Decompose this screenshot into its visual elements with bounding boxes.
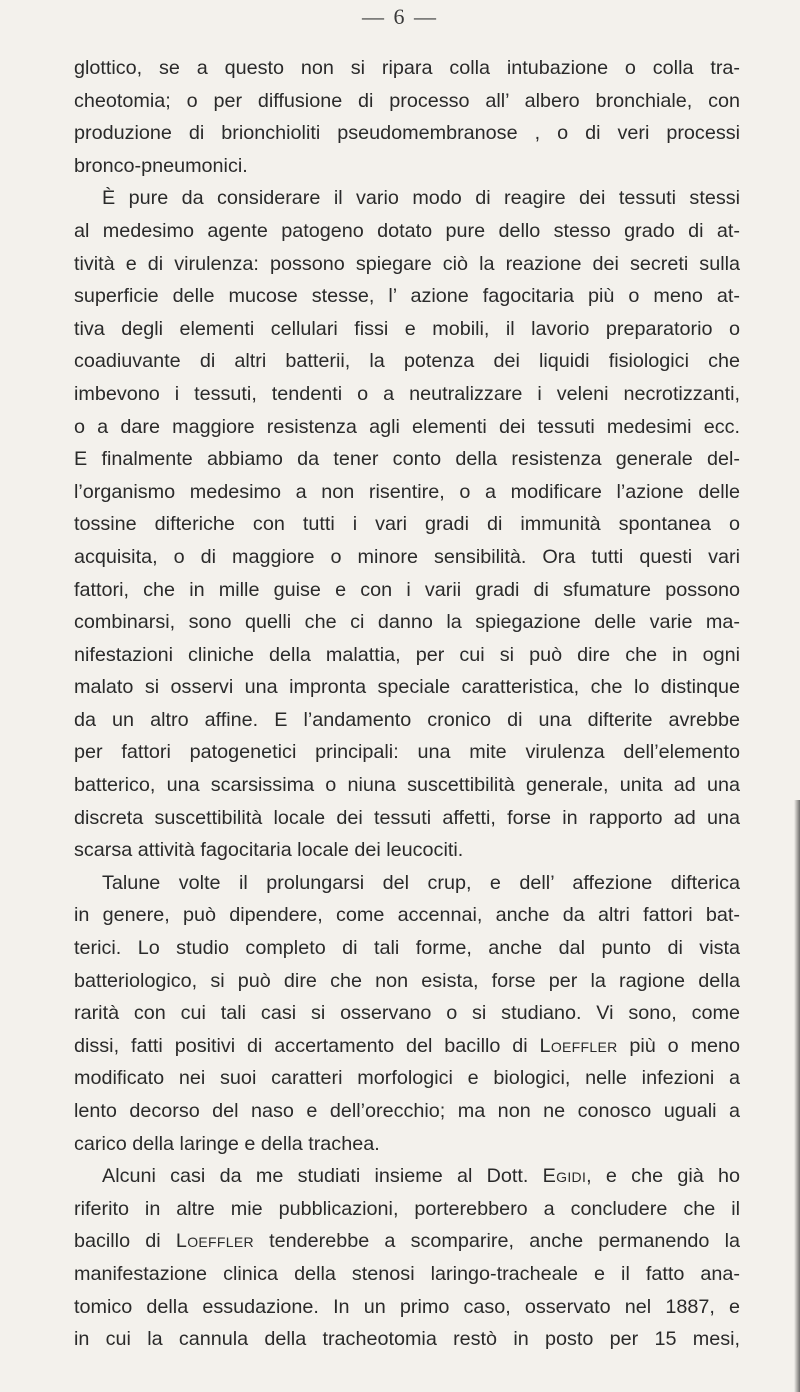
text-line: Talune volte il prolungarsi del crup, e dell’ affezione difterica: [102, 871, 740, 894]
text-line: tività e di virulenza: possono spiegare ciò la reazione dei secreti sulla: [74, 252, 740, 275]
author-name: Loeffler: [175, 1230, 254, 1253]
text-line: l’organismo medesimo a non risentire, o a modificare l’azione delle: [74, 480, 740, 503]
text-line: manifestazione clinica della stenosi laringo-tracheale e il fatto ana-: [74, 1262, 740, 1285]
text-segment: dissi, fatti positivi di accertamento del bacillo di: [74, 1034, 540, 1057]
text-line: batteriologico, si può dire che non esista, forse per la ragione della: [74, 969, 740, 992]
text-line: superficie delle mucose stesse, l’ azione fagocitaria più o meno at-: [74, 285, 740, 308]
text-line: [74, 1030, 740, 1063]
text-line: lento decorso del naso e dell’orecchio; ma non ne conosco uguali a: [74, 1100, 740, 1122]
text-line: glottico, se a questo non si ripara colla intubazione o colla tra-: [74, 57, 740, 79]
text-line: riferito in altre mie pubblicazioni, porterebbero a concludere che il: [74, 1197, 740, 1220]
text-line: terici. Lo studio completo di tali forme, anche dal punto di vista: [74, 937, 740, 960]
text-line: per fattori patogenetici principali: una mite virulenza dell’elemento: [74, 741, 740, 764]
text-line: malato si osservi una impronta speciale caratteristica, che lo distinque: [74, 676, 740, 699]
text-line: da un altro affine. E l’andamento cronico di una difterite avrebbe: [74, 708, 740, 731]
text-line: modificato nei suoi caratteri morfologici e biologici, nelle infezioni a: [74, 1067, 740, 1090]
text-line: discreta suscettibilità locale dei tessuti affetti, forse in rapporto ad una: [74, 806, 740, 829]
text-line: tomico della essudazione. In un primo caso, osservato nel 1887, e: [74, 1295, 740, 1318]
text-line: in genere, può dipendere, come accennai, anche da altri fattori bat-: [74, 904, 740, 927]
text-line: carico della laringe e della trachea.: [74, 1132, 380, 1155]
text-line: tiva degli elementi cellulari fissi e mobili, il lavorio preparatorio o: [74, 317, 740, 340]
text-line: in cui la cannula della tracheotomia restò in posto per 15 mesi,: [74, 1328, 740, 1351]
text-line: produzione di brionchioliti pseudomembranose , o di veri processi: [74, 122, 740, 145]
text-segment: tenderebbe a scomparire, anche permanendo la: [253, 1230, 740, 1253]
text-segment: più o meno: [617, 1034, 741, 1057]
text-line: E finalmente abbiamo da tener conto della resistenza generale del-: [74, 448, 740, 471]
text-line: bronco-pneumonici.: [74, 154, 248, 177]
text-line: acquisita, o di maggiore o minore sensibilità. Ora tutti questi vari: [74, 545, 740, 568]
text-line: nifestazioni cliniche della malattia, per cui si può dire che in ogni: [74, 643, 740, 666]
text-line: o a dare maggiore resistenza agli elementi dei tessuti medesimi ecc.: [74, 415, 740, 438]
text-line: È pure da considerare il vario modo di reagire dei tessuti stessi: [102, 187, 740, 210]
author-name: Loeffler: [539, 1034, 618, 1057]
text-line: [74, 1160, 740, 1193]
text-segment: , e che già ho: [586, 1165, 741, 1188]
text-line: scarsa attività fagocitaria locale dei leucociti.: [74, 839, 464, 862]
text-segment: Alcuni casi da me studiati insieme al Dott.: [102, 1165, 543, 1188]
text-line: combinarsi, sono quelli che ci danno la spiegazione delle varie ma-: [74, 611, 740, 634]
text-line: coadiuvante di altri batterii, la potenza dei liquidi fisiologici che: [74, 350, 740, 373]
text-line: al medesimo agente patogeno dotato pure dello stesso grado di at-: [74, 219, 740, 242]
text-line: batterico, una scarsissima o niuna suscettibilità generale, unita ad una: [74, 774, 740, 797]
text-line: rarità con cui tali casi si osservano o si studiano. Vi sono, come: [74, 1002, 740, 1025]
page-edge-shadow: [794, 800, 800, 1392]
text-line: [74, 1225, 740, 1258]
page-number: — 6 —: [362, 4, 438, 29]
text-segment: bacillo di: [74, 1230, 176, 1253]
text-line: tossine difteriche con tutti i vari gradi di immunità spontanea o: [74, 513, 740, 536]
text-line: imbevono i tessuti, tendenti o a neutralizzare i veleni necrotizzanti,: [74, 382, 740, 405]
author-name: Egidi: [542, 1165, 587, 1188]
text-line: fattori, che in mille guise e con i varii gradi di sfumature possono: [74, 578, 740, 601]
body-text: [74, 52, 740, 1356]
text-line: cheotomia; o per diffusione di processo all’ albero bronchiale, con: [74, 89, 740, 112]
